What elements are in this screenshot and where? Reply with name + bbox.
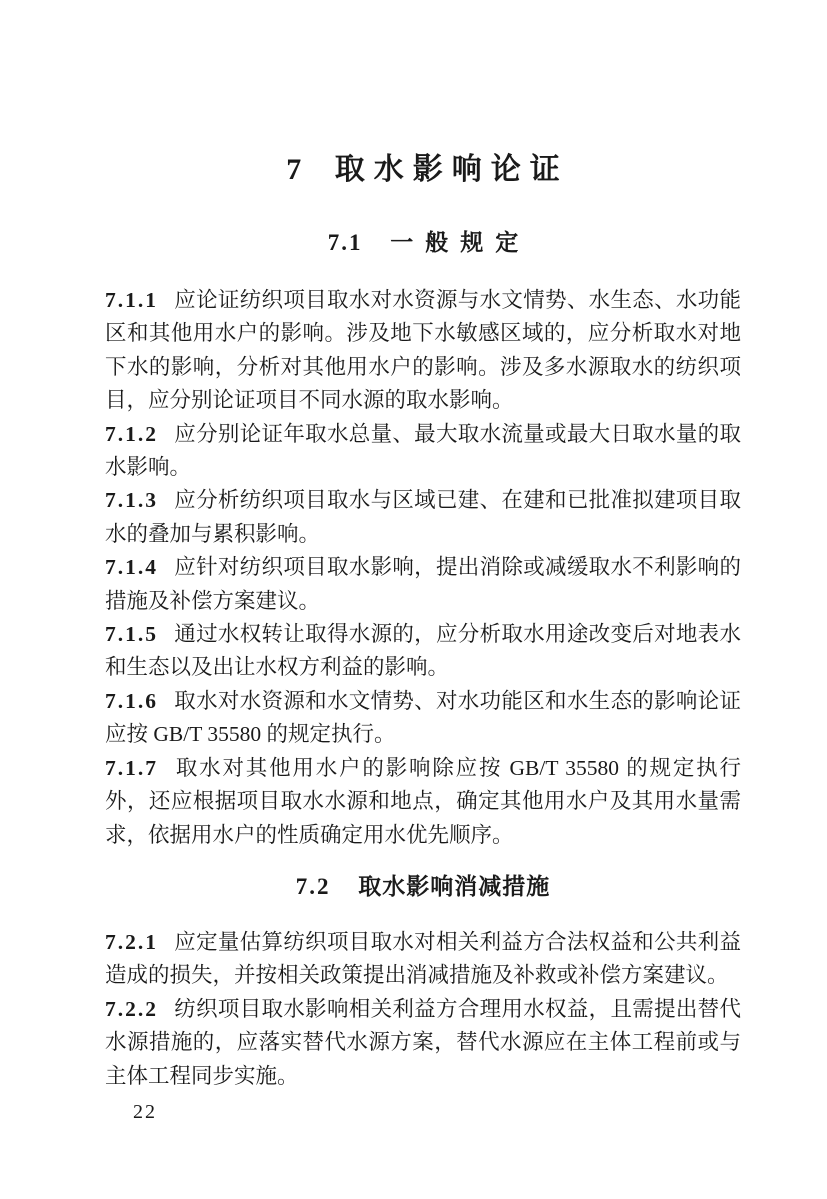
clause-number: 7.2.2 <box>105 996 158 1021</box>
chapter-title-text: 取水影响论证 <box>334 153 569 186</box>
chapter-number: 7 <box>286 153 302 186</box>
section-number: 7.2 <box>295 873 331 899</box>
clause-text: 应定量估算纺织项目取水对相关利益方合法权益和公共利益造成的损失，并按相关政策提出消减措施及补救或补偿方案建议。 <box>105 929 741 988</box>
clause-text: 取水对水资源和水文情势、对水功能区和水生态的影响论证应按 GB/T 35580 的规定执行。 <box>105 688 741 747</box>
clause-text: 纺织项目取水影响相关利益方合理用水权益，且需提出替代水源措施的，应落实替代水源方案，替代水源应在主体工程前或与主体工程同步实施。 <box>105 996 741 1088</box>
clause-7-1-6 <box>105 685 741 752</box>
clause-text: 应分别论证年取水总量、最大取水流量或最大日取水量的取水影响。 <box>105 421 741 480</box>
clause-7-1-2 <box>105 418 741 485</box>
section-title-text: 取水影响消减措施 <box>358 873 551 899</box>
clause-7-1-4 <box>105 551 741 618</box>
clause-number: 7.1.3 <box>105 488 158 513</box>
clause-number: 7.2.1 <box>105 929 158 954</box>
clause-number: 7.1.4 <box>105 555 158 580</box>
clause-7-1-7 <box>105 752 741 852</box>
page-content <box>105 0 741 1093</box>
clause-number: 7.1.2 <box>105 421 158 446</box>
clause-number: 7.1.6 <box>105 688 158 713</box>
section-heading-7-1 <box>105 228 741 258</box>
clause-7-2-2 <box>105 993 741 1093</box>
section-title-text: 一般规定 <box>390 230 531 255</box>
clause-text: 应分析纺织项目取水与区域已建、在建和已批准拟建项目取水的叠加与累积影响。 <box>105 488 741 546</box>
clause-text: 应论证纺织项目取水对水资源与水文情势、水生态、水功能区和其他用水户的影响。涉及地下水敏感区域的，应分析取水对地下水的影响，分析对其他用水户的影响。涉及多水源取水的纺织项目，应分别论证项目不同水源的取水影响。 <box>105 288 741 413</box>
clause-number: 7.1.7 <box>105 755 158 780</box>
clause-text: 通过水权转让取得水源的，应分析取水用途改变后对地表水和生态以及出让水权方利益的影响。 <box>105 622 741 680</box>
clause-number: 7.1.1 <box>105 288 158 312</box>
clause-7-1-5 <box>105 618 741 685</box>
clause-number: 7.1.5 <box>105 622 158 647</box>
chapter-heading <box>105 150 741 190</box>
clause-text: 取水对其他用水户的影响除应按 GB/T 35580 的规定执行外，还应根据项目取水水源和地点，确定其他用水户及其用水量需求，依据用水户的性质确定用水优先顺序。 <box>105 755 741 847</box>
section-number: 7.1 <box>327 230 363 255</box>
clause-text: 应针对纺织项目取水影响，提出消除或减缓取水不利影响的措施及补偿方案建议。 <box>105 555 741 613</box>
clause-7-1-3 <box>105 484 741 551</box>
clause-7-1-1 <box>105 284 741 418</box>
page-number: 22 <box>133 1101 157 1123</box>
section-heading-7-2 <box>105 872 741 902</box>
clause-7-2-1 <box>105 926 741 993</box>
